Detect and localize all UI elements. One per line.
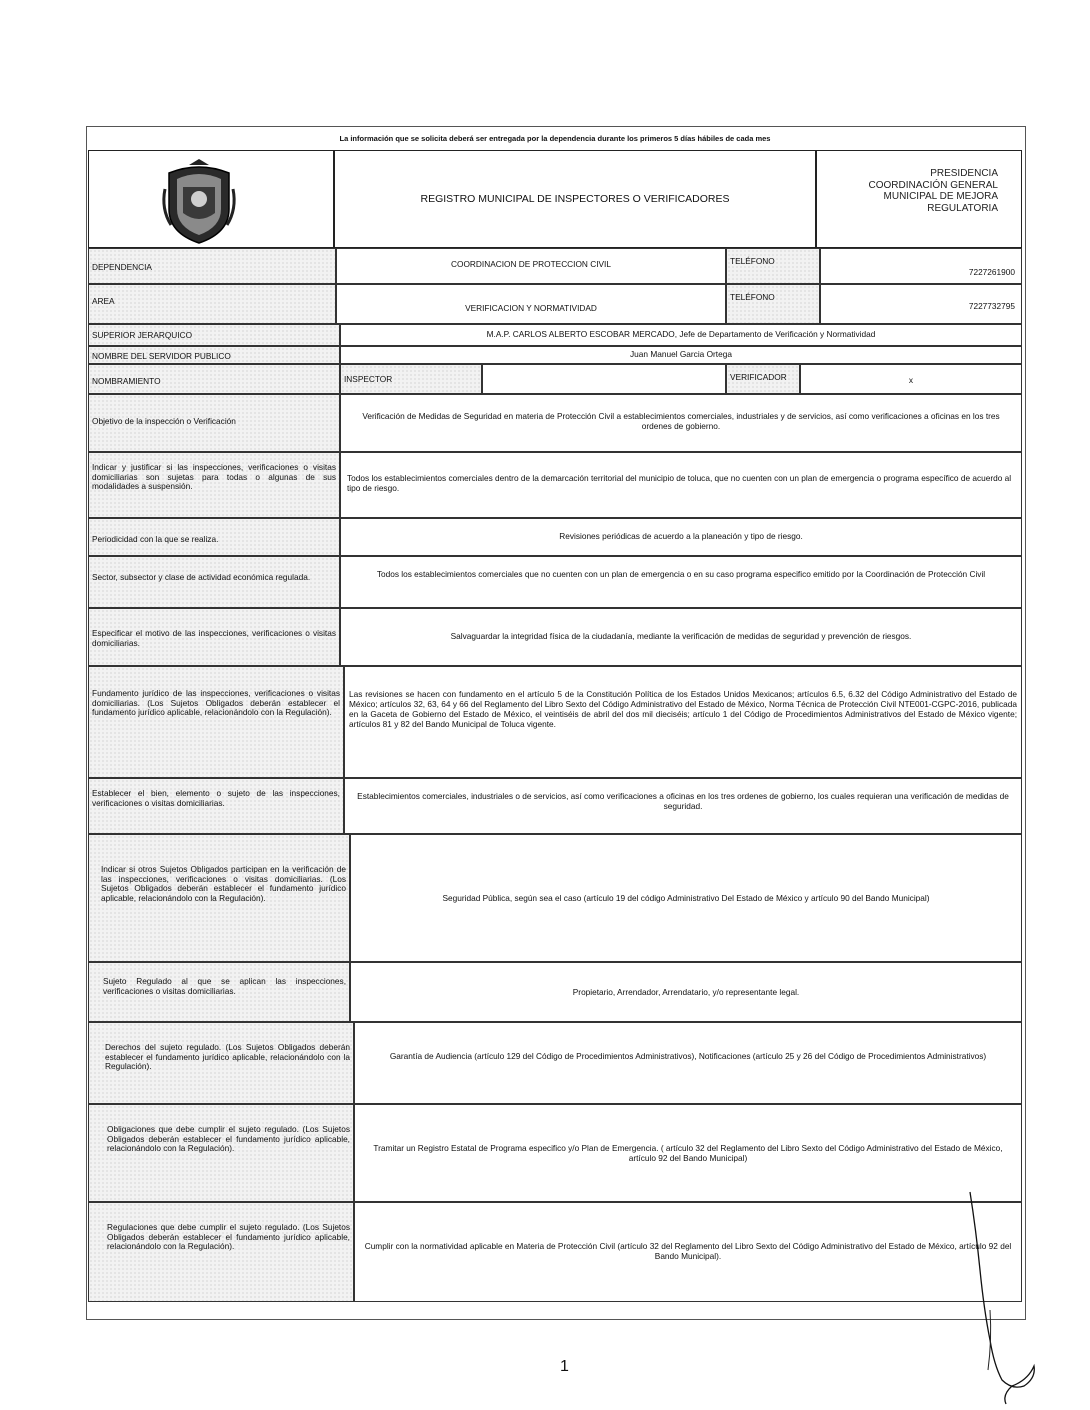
row-label: Establecer el bien, elemento o sujeto de las inspecciones, verificaciones o visitas domiciliarias. — [92, 788, 340, 808]
row-label-cell — [88, 608, 340, 666]
row-value: Verificación de Medidas de Seguridad en materia de Protección Civil a establecimientos comerciales, industriales y de servicios, así como verificaciones a oficinas en los tres ordenes de gobierno. — [362, 411, 1000, 431]
row-value: Propietario, Arrendador, Arrendatario, y/o representante legal. — [572, 987, 800, 997]
row-value: Las revisiones se hacen con fundamento en el artículo 5 de la Constitución Política de los Estados Unidos Mexicanos; artículos 6.5, 6.32 del Código Administrativo del Estado de México; artículos 32, 63, 64 y 66 del Reglamento del Libro Sexto del Código Administrativo del Estado de México, Norma Técnica de Protección Civil NTE001-CGPC-2016, publicada en la Gaceta de Gobierno del Estado de México, el veintiséis de abril del dos mil dieciséis; artículo 1 del Código de Procedimientos Administrativos del Estado de México vigente; artículos 81 y 82 del Bando Municipal de Toluca vigente. — [349, 689, 1017, 729]
row-value-cell — [350, 962, 1022, 1022]
row-value: Establecimientos comerciales, industriales o de servicios, así como verificaciones a oficinas en los tres ordenes de gobierno, los cuales requieran una verificación de medidas de seguridad. — [357, 791, 1009, 811]
row-label: Sujeto Regulado al que se aplican las inspecciones, verificaciones o visitas domiciliarias. — [103, 976, 346, 996]
superior-label: SUPERIOR JERARQUICO — [92, 330, 193, 340]
document-title: REGISTRO MUNICIPAL DE INSPECTORES O VERIFICADORES — [420, 193, 730, 205]
row-label: Indicar y justificar si las inspecciones, verificaciones o visitas domiciliarias son sujetas para todas o algunas de sus modalidades a suspensión. — [92, 462, 336, 491]
nombramiento-label: NOMBRAMIENTO — [92, 376, 161, 386]
telefono-label-1: TELÉFONO — [730, 256, 775, 266]
seal-cell — [88, 150, 334, 248]
signature-mark — [962, 1190, 1042, 1410]
row-value-cell — [354, 1022, 1022, 1104]
row-label: Obligaciones que debe cumplir el sujeto regulado. (Los Sujetos Obligados deberán establecer el fundamento jurídico aplicable, relacionándolo con la Regulación). — [107, 1124, 350, 1153]
row-value: Garantía de Audiencia (artículo 129 del Código de Procedimientos Administrativos), Notificaciones (artículo 25 y 26 del Código de Procedimientos Administrativos) — [389, 1051, 987, 1061]
inspector-label-cell — [340, 364, 482, 394]
row-value-cell — [340, 608, 1022, 666]
verificador-value: x — [908, 375, 914, 385]
page-number: 1 — [560, 1358, 569, 1375]
org-line: MUNICIPAL DE MEJORA — [883, 191, 998, 202]
dependencia-value: COORDINACION DE PROTECCION CIVIL — [451, 259, 611, 269]
verificador-value-cell — [800, 364, 1022, 394]
row-value: Salvaguardar la integridad física de la ciudadanía, mediante la verificación de medidas de seguridad y prevención de riesgos. — [450, 631, 912, 641]
org-line: PRESIDENCIA — [930, 168, 998, 179]
row-label: Fundamento jurídico de las inspecciones, verificaciones o visitas domiciliarias. (Los Sujetos Obligados deberán establecer el fundamento jurídico aplicable, relacionándolo con la Regulación). — [92, 688, 340, 717]
org-name — [822, 168, 998, 214]
dependencia-label: DEPENDENCIA — [92, 262, 152, 272]
area-label-cell — [88, 284, 336, 324]
row-label-cell — [88, 778, 344, 834]
area-label: AREA — [92, 296, 115, 306]
row-value-cell — [350, 834, 1022, 962]
row-label: Sector, subsector y clase de actividad económica regulada. — [92, 572, 311, 582]
superior-value-cell — [340, 324, 1022, 346]
row-value-cell — [340, 518, 1022, 556]
row-label: Especificar el motivo de las inspecciones, verificaciones o visitas domiciliarias. — [92, 628, 336, 648]
nombre-label: NOMBRE DEL SERVIDOR PUBLICO — [92, 351, 231, 361]
row-value-cell — [340, 452, 1022, 518]
dependencia-value-cell — [336, 248, 726, 284]
nombre-label-cell — [88, 346, 340, 364]
row-label-cell — [88, 666, 344, 778]
verificador-label: VERIFICADOR — [730, 372, 787, 382]
row-label: Derechos del sujeto regulado. (Los Sujetos Obligados deberán establecer el fundamento jurídico aplicable, relacionándolo con la Regulación). — [105, 1042, 350, 1071]
area-value: VERIFICACION Y NORMATIVIDAD — [465, 303, 597, 313]
row-value-cell — [354, 1202, 1022, 1302]
row-label-cell — [88, 452, 340, 518]
telefono-value-2: 7227732795 — [968, 301, 1015, 311]
nombre-value-cell — [340, 346, 1022, 364]
row-value: Todos los establecimientos comerciales que no cuenten con un plan de emergencia o en su caso programa especifico emitido por la Coordinación de Protección Civil — [376, 569, 986, 579]
telefono-value-cell-2 — [820, 284, 1022, 324]
superior-value: M.A.P. CARLOS ALBERTO ESCOBAR MERCADO, Jefe de Departamento de Verificación y Normatividad — [486, 329, 876, 339]
telefono-value-cell-1 — [820, 248, 1022, 284]
row-label: Objetivo de la inspección o Verificación — [92, 416, 236, 426]
row-value: Revisiones periódicas de acuerdo a la planeación y tipo de riesgo. — [559, 531, 803, 541]
telefono-value-1: 7227261900 — [968, 267, 1015, 277]
submission-notice: La información que se solicita deberá ser entregada por la dependencia durante los primeros 5 días hábiles de cada mes — [339, 134, 771, 143]
row-label-cell — [88, 518, 340, 556]
org-line: REGULATORIA — [927, 202, 998, 214]
telefono-label-2: TELÉFONO — [730, 292, 775, 302]
org-line: COORDINACIÓN GENERAL — [868, 179, 998, 191]
row-value: Cumplir con la normatividad aplicable en Materia de Protección Civil (artículo 32 del Reglamento del Libro Sexto del Código Administrativo del Estado de México, artículo 92 del Bando Municipal). — [364, 1241, 1012, 1261]
row-value-cell — [344, 666, 1022, 778]
area-value-cell — [336, 284, 726, 324]
row-label-cell — [88, 962, 350, 1022]
row-value-cell — [344, 778, 1022, 834]
inspector-value-cell — [482, 364, 726, 394]
superior-label-cell — [88, 324, 340, 346]
nombre-value: Juan Manuel Garcia Ortega — [630, 349, 732, 359]
row-value: Seguridad Pública, según sea el caso (artículo 19 del código Administrativo Del Estado de México y artículo 90 del Bando Municipal) — [442, 893, 930, 903]
telefono-label-cell-1 — [726, 248, 820, 284]
row-label: Indicar si otros Sujetos Obligados participan en la verificación de las inspecciones, verificaciones o visitas domiciliarias. (Los Sujetos Obligados deberán establecer el fundamento jurídico aplicable, relacionándolo con la Regulación). — [101, 864, 346, 903]
row-value-cell — [340, 394, 1022, 452]
municipal-seal-icon — [159, 159, 239, 245]
row-label-cell — [88, 556, 340, 608]
row-label: Periodicidad con la que se realiza. — [92, 534, 219, 544]
dependencia-label-cell — [88, 248, 336, 284]
row-label-cell — [88, 1022, 354, 1104]
row-value-cell — [354, 1104, 1022, 1202]
row-label-cell — [88, 394, 340, 452]
row-label-cell — [88, 834, 350, 962]
telefono-label-cell-2 — [726, 284, 820, 324]
inspector-label: INSPECTOR — [344, 374, 393, 384]
row-value-cell — [340, 556, 1022, 608]
row-label-cell — [88, 1104, 354, 1202]
nombramiento-label-cell — [88, 364, 340, 394]
row-label: Regulaciones que debe cumplir el sujeto regulado. (Los Sujetos Obligados deberán establecer el fundamento jurídico aplicable, relacionándolo con la Regulación). — [107, 1222, 350, 1251]
row-label-cell — [88, 1202, 354, 1302]
verificador-label-cell — [726, 364, 800, 394]
row-value: Todos los establecimientos comerciales dentro de la demarcación territorial del municipio de toluca, que no cuenten con un plan de emergencia o programa específico de acuerdo al tipo de riesgo. — [347, 473, 1012, 493]
row-value: Tramitar un Registro Estatal de Programa especifico y/o Plan de Emergencia. ( artículo 32 del Reglamento del Libro Sexto del Código Administrativo del Estado de México, artículo 92 del Bando Municipal) — [373, 1143, 1003, 1163]
